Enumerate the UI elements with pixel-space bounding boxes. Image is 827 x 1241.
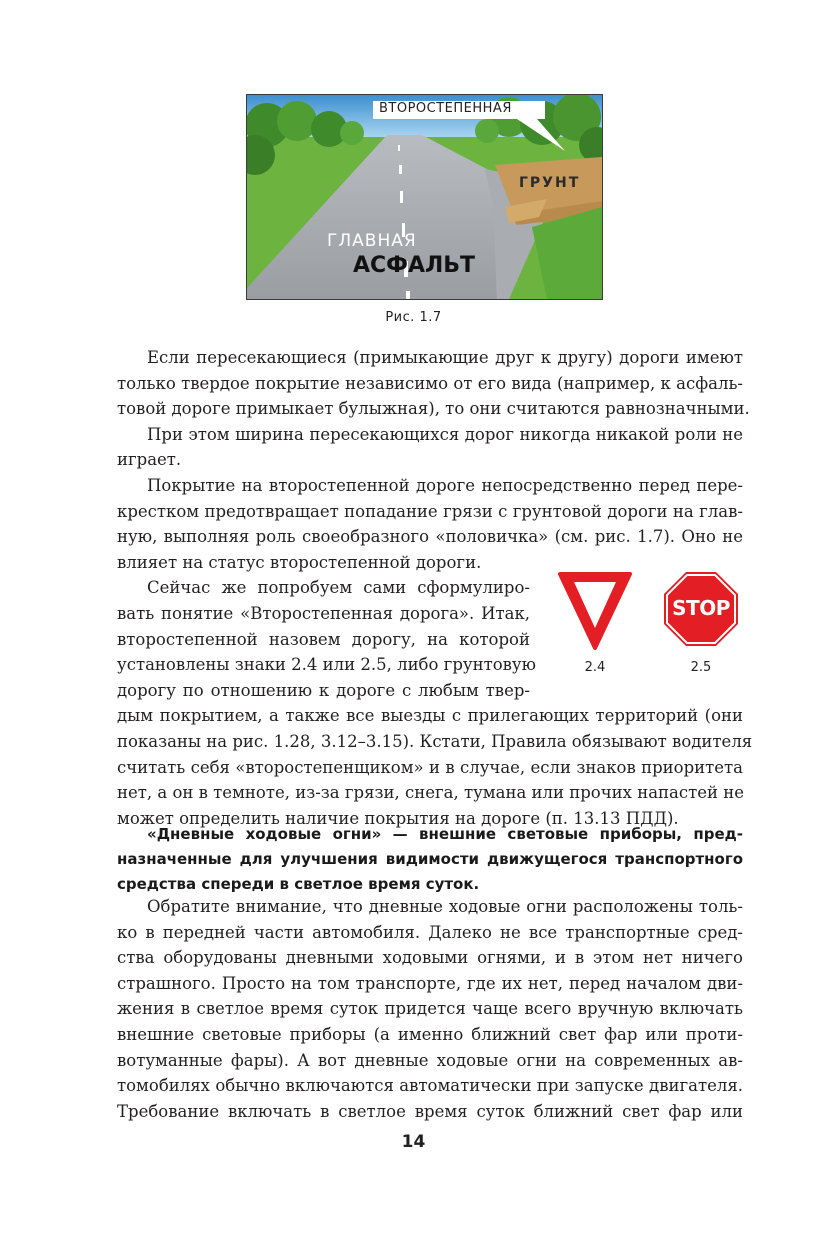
- paragraph-5: [117, 894, 743, 1124]
- definition-block: [117, 822, 743, 897]
- text-line: крестком предотвращает попадание грязи с грунтовой дороги на глав-: [117, 501, 743, 521]
- text-line: товой дороге примыкает булыжная), то они считаются равнозначными.: [117, 399, 750, 419]
- paragraph-2: [117, 422, 743, 473]
- text-line: вать понятие «Второстепенная дорога». Итак,: [117, 603, 530, 623]
- text-line: считать себя «второстепенщиком» и в случае, если знаков приоритета: [117, 757, 743, 777]
- text-line: играет.: [117, 450, 182, 470]
- text-line: установлены знаки 2.4 или 2.5, либо грунтовую: [117, 655, 537, 675]
- text-line: жения в светлое время суток придется чаще всего вручную включать: [117, 999, 743, 1019]
- text-line: нет, а он в темноте, из-за грязи, снега, тумана или прочих напастей не: [117, 783, 745, 803]
- label-dirt: ГРУНТ: [519, 175, 581, 191]
- text-line: Требование включать в светлое время суток ближний свет фар или: [117, 1101, 743, 1121]
- stop-sign-text: STOP: [672, 596, 730, 620]
- text-line: Сейчас же попробуем сами сформулиро-: [147, 578, 530, 598]
- paragraph-3: [117, 473, 743, 575]
- text-line: показаны на рис. 1.28, 3.12–3.15). Кстати, Правила обязывают водителя: [117, 731, 753, 751]
- road-illustration: [246, 94, 603, 300]
- figure-caption: Рис. 1.7: [385, 310, 442, 325]
- text-line: влияет на статус второстепенной дороги.: [117, 552, 482, 572]
- definition-line: «Дневные ходовые огни» — внешние световые приборы, пред-: [147, 825, 743, 843]
- text-line: может определить наличие покрытия на дороге (п. 13.13 ПДД).: [117, 808, 679, 828]
- definition-line: назначенные для улучшения видимости движущегося транспортного: [117, 850, 743, 868]
- text-line: Обратите внимание, что дневные ходовые огни расположены толь-: [147, 897, 743, 916]
- stop-sign-label: 2.5: [690, 660, 712, 675]
- paragraph-1: [117, 345, 750, 422]
- text-line: томобилях обычно включаются автоматически при запуске двигателя.: [117, 1076, 743, 1096]
- text-line: ства оборудованы дневными ходовыми огнями, и в этом нет ничего: [117, 948, 743, 968]
- text-line: ную, выполняя роль своеобразного «половичка» (см. рис. 1.7). Оно не: [117, 527, 743, 547]
- text-line: только твердое покрытие независимо от его вида (например, к асфаль-: [117, 373, 743, 393]
- text-line: внешние световые приборы (а именно ближний свет фар или проти-: [117, 1024, 743, 1044]
- definition-line: средства спереди в светлое время суток.: [117, 875, 480, 893]
- text-line: Если пересекающиеся (примыкающие друг к другу) дороги имеют: [147, 348, 743, 367]
- text-line: вотуманные фары). А вот дневные ходовые огни на современных ав-: [117, 1050, 743, 1070]
- text-line: дым покрытием, а также все выезды с прилегающих территорий (они: [117, 706, 743, 726]
- text-line: Покрытие на второстепенной дороге непосредственно перед пере-: [147, 476, 743, 495]
- text-line: страшного. Просто на том транспорте, где их нет, перед началом дви-: [117, 973, 743, 993]
- yield-sign-icon: [560, 574, 630, 648]
- yield-sign-label: 2.4: [584, 660, 606, 675]
- page-number: 14: [401, 1132, 426, 1152]
- label-main: ГЛАВНАЯ: [327, 231, 417, 251]
- label-secondary: ВТОРОСТЕПЕННАЯ: [379, 101, 512, 116]
- text-line: дорогу по отношению к дороге с любым твер-: [117, 680, 530, 700]
- text-line: ко в передней части автомобиля. Далеко не все транспортные сред-: [117, 922, 743, 942]
- text-line: второстепенной назовем дорогу, на которой: [117, 629, 530, 649]
- label-asphalt: АСФАЛЬТ: [353, 253, 476, 278]
- text-line: При этом ширина пересекающихся дорог никогда никакой роли не: [147, 424, 743, 444]
- priority-signs: [556, 570, 752, 680]
